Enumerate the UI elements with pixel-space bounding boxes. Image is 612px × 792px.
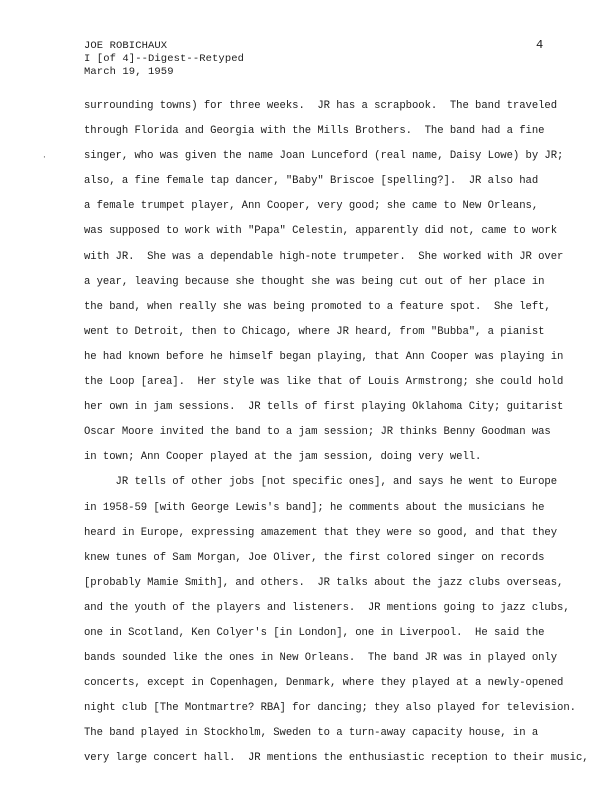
body-line: in town; Ann Cooper played at the jam session, doing very well. <box>84 451 482 464</box>
body-line: JR tells of other jobs [not specific ones], and says he went to Europe <box>84 476 558 489</box>
body-line: he had known before he himself began playing, that Ann Cooper was playing in <box>84 350 564 363</box>
body-line: through Florida and Georgia with the Mills Brothers. The band had a fine <box>84 125 545 138</box>
body-line: night club [The Montmartre? RBA] for dancing; they also played for television. <box>84 702 576 715</box>
body-line: [probably Mamie Smith], and others. JR talks about the jazz clubs overseas, <box>84 576 564 589</box>
body-line: went to Detroit, then to Chicago, where JR heard, from "Bubba", a pianist <box>84 325 545 338</box>
page-number: 4 <box>536 38 544 52</box>
body-line: knew tunes of Sam Morgan, Joe Oliver, the first colored singer on records <box>84 551 545 564</box>
body-line: one in Scotland, Ken Colyer's [in London], one in Liverpool. He said the <box>84 626 545 639</box>
body-line: The band played in Stockholm, Sweden to a turn-away capacity house, in a <box>84 727 539 740</box>
document-body <box>84 94 589 772</box>
body-line: very large concert hall. JR mentions the enthusiastic reception to their music, <box>84 752 589 765</box>
body-line: Oscar Moore invited the band to a jam session; JR thinks Benny Goodman was <box>84 426 551 439</box>
interviewee-name: JOE ROBICHAUX <box>84 40 168 52</box>
document-header <box>84 40 244 79</box>
interview-date: March 19, 1959 <box>84 66 174 78</box>
body-line: singer, who was given the name Joan Lunceford (real name, Daisy Lowe) by JR; <box>84 150 564 163</box>
body-line: the Loop [area]. Her style was like that of Louis Armstrong; she could hold <box>84 376 564 389</box>
body-line: with JR. She was a dependable high-note trumpeter. She worked with JR over <box>84 250 564 263</box>
body-line: in 1958-59 [with George Lewis's band]; he comments about the musicians he <box>84 501 545 514</box>
body-line: surrounding towns) for three weeks. JR has a scrapbook. The band traveled <box>84 100 558 112</box>
body-line: a year, leaving because she thought she was being cut out of her place in <box>84 275 545 288</box>
body-line: a female trumpet player, Ann Cooper, very good; she came to New Orleans, <box>84 200 539 213</box>
body-line: was supposed to work with "Papa" Celestin, apparently did not, came to work <box>84 225 558 238</box>
body-line: her own in jam sessions. JR tells of first playing Oklahoma City; guitarist <box>84 401 564 414</box>
body-line: heard in Europe, expressing amazement that they were so good, and that they <box>84 526 558 539</box>
body-line: concerts, except in Copenhagen, Denmark, where they played at a newly-opened <box>84 677 564 690</box>
body-line: and the youth of the players and listeners. JR mentions going to jazz clubs, <box>84 601 570 614</box>
body-line: the band, when really she was being promoted to a feature spot. She left, <box>84 300 551 313</box>
reel-info: I [of 4]--Digest--Retyped <box>84 53 245 65</box>
body-line: bands sounded like the ones in New Orleans. The band JR was in played only <box>84 652 558 665</box>
body-line: also, a fine female tap dancer, "Baby" Briscoe [spelling?]. JR also had <box>84 175 539 188</box>
margin-mark: · <box>42 153 47 162</box>
